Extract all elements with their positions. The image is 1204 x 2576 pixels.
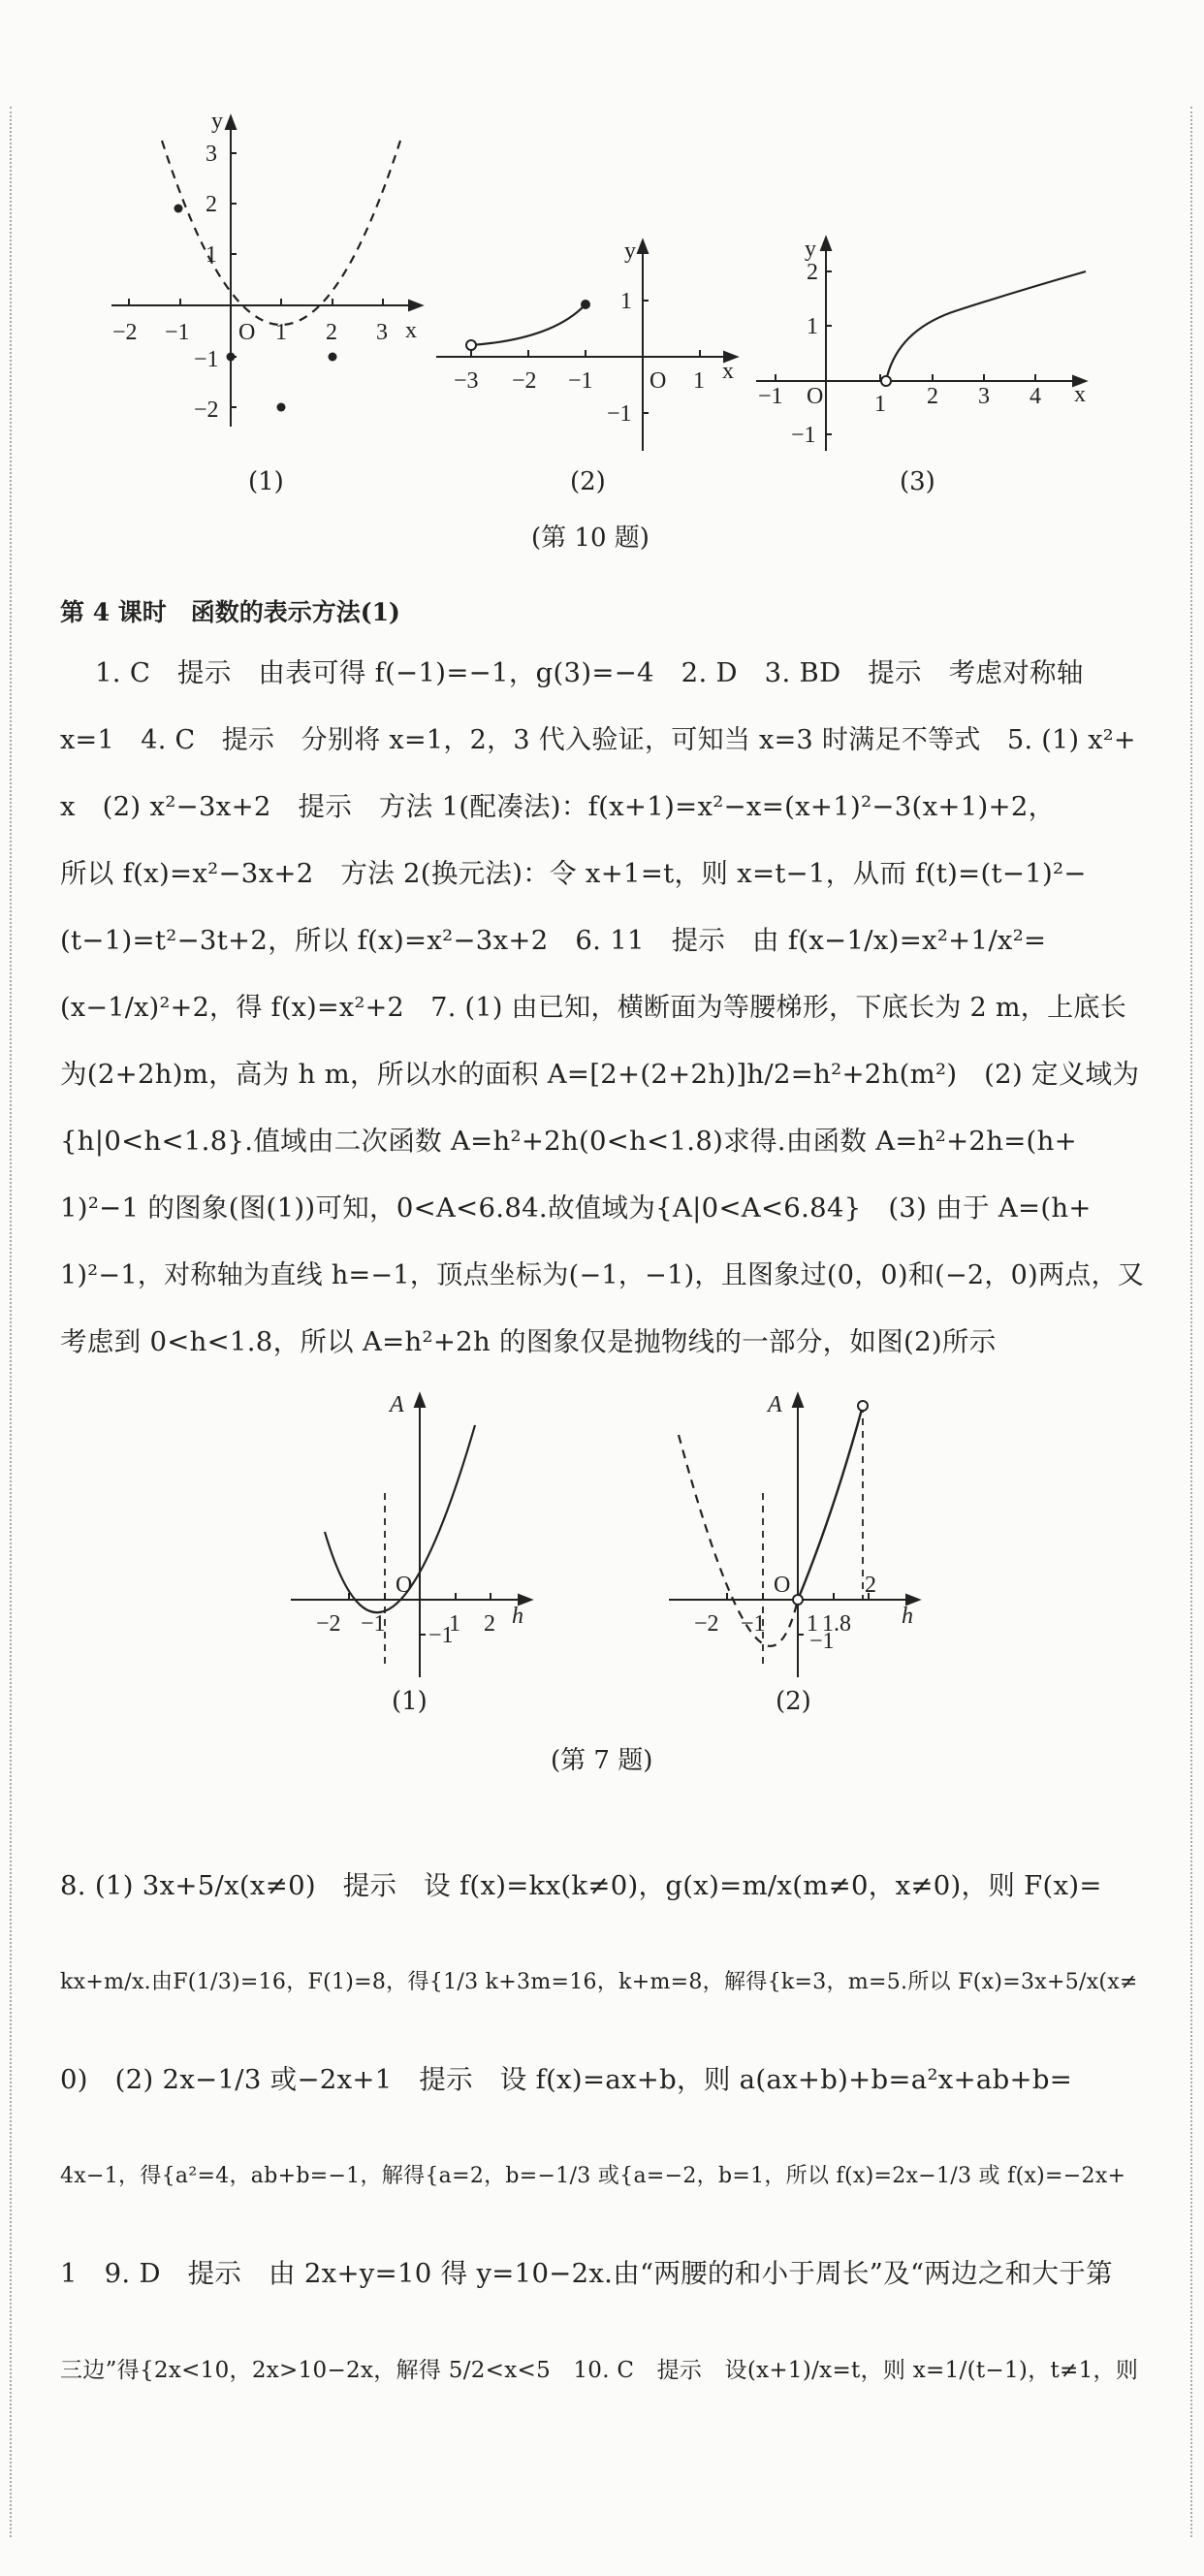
x-tick: −1 — [741, 1611, 766, 1637]
y-label: A — [768, 1392, 782, 1417]
answer-line: 1. C 提示 由表可得 f(−1)=−1，g(3)=−4 2. D 3. BD 提示 考虑对称轴 — [95, 657, 1084, 688]
answer-line: 4x−1，得{a²=4，ab+b=−1，解得{a=2，b=−1/3 或{a=−2，b=1，所以 f(x)=2x−1/3 或 f(x)=−2x+ — [60, 2164, 1126, 2188]
x-tick: 2 — [865, 1573, 876, 1598]
open-point — [881, 376, 891, 386]
x-tick: 2 — [927, 384, 938, 409]
x-tick: −2 — [112, 320, 138, 345]
answer-line: 为(2+2h)m，高为 h m，所以水的面积 A=[2+(2+2h)]h/2=h²+2h(m²) (2) 定义域为 — [60, 1059, 1140, 1090]
answer-block-1 — [60, 640, 1144, 1376]
graph-area-2 — [659, 1386, 940, 1716]
x-tick: 1.8 — [822, 1611, 851, 1637]
parabola-curve — [162, 141, 400, 325]
open-point — [858, 1401, 868, 1411]
page-edge-right — [1190, 107, 1192, 2537]
y-label: y — [805, 237, 816, 262]
answer-line: x=1 4. C 提示 分别将 x=1，2，3 代入验证，可知当 x=3 时满足不等式 5. (1) x²+ — [60, 725, 1136, 755]
y-tick: 1 — [620, 289, 632, 314]
x-tick: 3 — [376, 320, 388, 345]
x-tick: −1 — [165, 320, 190, 345]
graph-caption: (3) — [900, 467, 935, 496]
answer-line: 1)²−1 的图象(图(1))可知，0<A<6.84.故值域为{A|0<A<6.84} (3) 由于 A=(h+ — [60, 1193, 1092, 1224]
page-edge-left — [10, 107, 12, 2537]
y-tick: 3 — [206, 142, 217, 167]
y-tick: 2 — [807, 260, 818, 285]
origin-label: O — [774, 1573, 791, 1598]
answer-line: x (2) x²−3x+2 提示 方法 1(配凑法)：f(x+1)=x²−x=(x+1)²−3(x+1)+2， — [60, 791, 1056, 822]
x-tick: −2 — [316, 1611, 341, 1637]
answer-line: 1 9. D 提示 由 2x+y=10 得 y=10−2x.由“两腰的和小于周长”及“两边之和大于第 — [60, 2258, 1113, 2289]
x-tick: −2 — [512, 368, 537, 394]
figure-title: (第 7 题) — [551, 1746, 653, 1775]
answer-line: (x−1/x)²+2，得 f(x)=x²+2 7. (1) 由已知，横断面为等腰梯形，下底长为 2 m，上底长 — [60, 993, 1127, 1023]
answer-line: 考虑到 0<h<1.8，所以 A=h²+2h 的图象仅是抛物线的一部分，如图(2)所示 — [60, 1326, 997, 1357]
y-tick: 1 — [206, 242, 217, 268]
answer-line: 所以 f(x)=x²−3x+2 方法 2(换元法)：令 x+1=t，则 x=t−1，从而 f(t)=(t−1)²− — [60, 858, 1087, 889]
figure-title: (第 10 题) — [531, 524, 650, 553]
open-point — [466, 340, 476, 350]
x-tick: −2 — [694, 1611, 719, 1637]
x-label: h — [902, 1604, 913, 1629]
point — [581, 300, 590, 309]
graph-caption: (2) — [570, 467, 606, 496]
graph-caption: (1) — [248, 467, 284, 496]
y-label: A — [390, 1392, 404, 1417]
x-label: x — [1074, 382, 1086, 407]
y-label: y — [211, 109, 223, 134]
y-tick: 1 — [807, 314, 818, 339]
x-label: x — [405, 318, 417, 343]
point — [329, 353, 337, 362]
parabola-solid-part — [798, 1406, 863, 1600]
x-tick: 1 — [874, 392, 886, 417]
point — [174, 205, 183, 213]
arc-curve — [471, 304, 586, 345]
answer-line: (t−1)=t²−3t+2，所以 f(x)=x²−3x+2 6. 11 提示 由 f(x−1/x)=x²+1/x²= — [60, 925, 1047, 956]
origin-label: O — [396, 1573, 413, 1598]
graph-arc-2 — [427, 233, 746, 456]
answer-line: 1)²−1，对称轴为直线 h=−1，顶点坐标为(−1，−1)，且图象过(0，0)和(−2，0)两点，又 — [60, 1260, 1145, 1290]
neg-one-label: −1 — [428, 1623, 454, 1648]
graph-parabola-1 — [97, 107, 446, 456]
x-tick: 2 — [326, 320, 337, 345]
point — [277, 403, 286, 412]
answer-line: {h|0<h<1.8}.值域由二次函数 A=h²+2h(0<h<1.8)求得.由函数 A=h²+2h=(h+ — [60, 1126, 1077, 1157]
lesson-title: 第 4 课时 函数的表示方法(1) — [60, 598, 400, 626]
graph-caption: (1) — [392, 1687, 428, 1716]
x-tick: −3 — [454, 368, 479, 394]
sqrt-curve — [886, 271, 1086, 381]
answer-line: 0) (2) 2x−1/3 或−2x+1 提示 设 f(x)=ax+b，则 a(ax+b)+b=a²x+ab+b= — [60, 2064, 1073, 2095]
graph-area-1 — [281, 1386, 543, 1716]
origin-label: O — [238, 320, 256, 345]
origin-label: O — [807, 384, 824, 409]
answer-line: 三边”得{2x<10，2x>10−2x，解得 5/2<x<5 10. C 提示 设(x+1)/x=t，则 x=1/(t−1)，t≠1，则 — [60, 2358, 1139, 2383]
graph-caption: (2) — [776, 1687, 811, 1716]
x-label: x — [722, 359, 734, 384]
origin-label: O — [650, 368, 667, 394]
x-tick: 1 — [807, 1611, 818, 1637]
x-tick: 3 — [978, 384, 990, 409]
y-tick: 2 — [206, 192, 217, 217]
y-label: y — [624, 239, 636, 264]
answer-line: 8. (1) 3x+5/x(x≠0) 提示 设 f(x)=kx(k≠0)，g(x)=m/x(m≠0，x≠0)，则 F(x)= — [60, 1870, 1102, 1901]
x-tick: 1 — [449, 1611, 460, 1637]
answer-block-2 — [60, 1837, 1144, 2419]
x-tick: −1 — [568, 368, 593, 394]
x-tick: 2 — [484, 1611, 495, 1637]
x-tick: 1 — [275, 320, 287, 345]
answer-line: kx+m/x.由F(1/3)=16，F(1)=8，得{1/3 k+3m=16，k+m=8，解得{k=3，m=5.所以 F(x)=3x+5/x(x≠ — [60, 1970, 1138, 1994]
x-tick: −1 — [758, 384, 783, 409]
graph-sqrt-3 — [746, 233, 1095, 456]
y-tick: −1 — [607, 401, 632, 427]
open-point — [793, 1595, 803, 1605]
x-tick: −1 — [361, 1611, 386, 1637]
x-label: h — [512, 1604, 523, 1629]
x-tick: 4 — [1030, 384, 1041, 409]
point — [227, 353, 236, 362]
x-tick: 1 — [693, 368, 705, 394]
y-tick: −1 — [194, 347, 219, 372]
y-tick: −1 — [791, 423, 816, 448]
neg-one-label: −1 — [809, 1629, 835, 1654]
y-tick: −2 — [194, 398, 219, 423]
